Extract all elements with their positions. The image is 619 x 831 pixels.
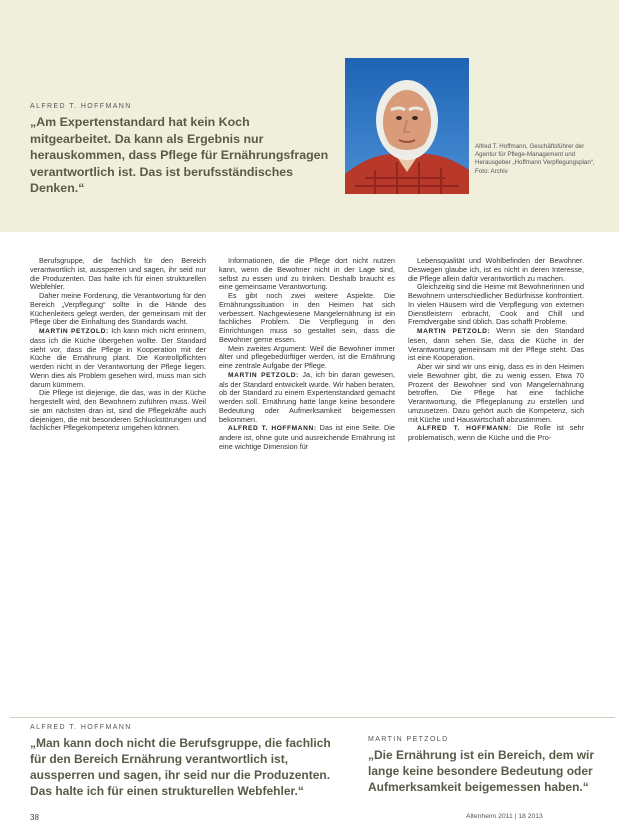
paragraph: Daher meine Forderung, die Verantwortung für den Bereich „Verpflegung“ sollte in die Hände des Küchenleiters gelegt werden, der gemeinsam mit der Pflege über die Einhaltung des Standards wacht. <box>30 291 206 327</box>
text-column-3 <box>408 257 584 443</box>
paragraph: Es gibt noch zwei weitere Aspekte. Die Ernährungssituation in den Heimen hat sich verbessert. Nachgewiesene Mangelernährung ist ein fachliches Problem. Die Verpflegung in den Einrichtungen muss so gestaltet sein, dass die Bewohner gerne essen. <box>219 291 395 344</box>
page-number: 38 <box>30 813 39 822</box>
pull-quote-bottom-left <box>30 724 350 799</box>
portrait-photo <box>345 58 469 194</box>
paragraph: Berufsgruppe, die fachlich für den Bereich verantwortlich ist, aussperren und sagen, ihr seid nur die Produzenten. Das halte ich für einen strukturellen Webfehler. <box>30 256 206 292</box>
pull-quote-text: „Man kann doch nicht die Berufsgruppe, die fachlich für den Bereich Ernährung verantwortlich ist, aussperren und sagen, ihr seid nur die Produzenten. Das halte ich für einen strukturellen Webfehler.“ <box>30 736 331 798</box>
paragraph: Gleichzeitig sind die Heime mit Bewohnerinnen und Bewohnern unterschiedlicher Bedürfnisse konfrontiert. In vielen Häusern wird die Verpflegung von externen Dienstleistern erbracht, Cook and Chill und Fremdvergabe sind üblich. Das schafft Probleme. <box>408 282 584 327</box>
pull-quote-author: ALFRED T. HOFFMANN <box>30 103 132 110</box>
speaker-label: ALFRED T. HOFFMANN: <box>228 425 317 433</box>
paragraph: MARTIN PETZOLD: Ich kann mich nicht erinnern, dass ich die Küche übergehen wollte. Der Standard sieht vor, dass die Pflege in Kooperation mit der Küche die Ernährung plant. Die Kontrollpflichten werden nicht in der Verantwortung der Pflege liegen. Wenn dies als Problem gesehen wird, muss man sich darum kümmern. <box>30 326 206 389</box>
pull-quote-bottom-right <box>368 736 598 795</box>
paragraph: ALFRED T. HOFFMANN: Das ist eine Seite. Die andere ist, ohne gute und ausreichende Ernährung ist eine wichtige Dimension für <box>219 423 395 451</box>
paragraph: Mein zweites Argument: Weil die Bewohner immer älter und pflegebedürftiger werden, ist die Ernährung eine zentrale Aufgabe der Pflege. <box>219 343 395 370</box>
paragraph: Aber wir sind wir uns einig, dass es in den Heimen viele Bewohner gibt, die zu wenig essen. Etwa 70 Prozent der Bewohner sind von Mangelernährung betroffen. Die Pflege hat eine fachliche Verantwortung, die Pflegeplanung zu erstellen und umzusetzen. Dazu gehört auch die Kompetenz, sich mit Küche und Hauswirtschaft abzustimmen. <box>408 362 584 424</box>
paragraph: MARTIN PETZOLD: Ja, ich bin daran gewesen, als der Standard entwickelt wurde. Wir haben beraten, ob der Standard zu einem Expertenstandard gemacht werden soll. Ernährung hatte lange keine besondere Bedeutung oder Aufmerksamkeit beigemessen bekommen. <box>219 369 395 424</box>
paragraph: Informationen, die die Pflege dort nicht nutzen kann, wenn die Bewohner nicht in der Lage sind, selbst zu essen und zu trinken. Deshalb braucht es eine gemeinsame Verantwortung. <box>219 256 395 292</box>
article-body <box>30 257 600 657</box>
speaker-label: ALFRED T. HOFFMANN: <box>417 425 512 433</box>
publication-info: Altenheim 2011 | 18 2013 <box>466 813 543 820</box>
portrait-image <box>345 58 469 194</box>
text-column-1 <box>30 257 206 433</box>
pull-quote-author: MARTIN PETZOLD <box>368 736 449 743</box>
paragraph: MARTIN PETZOLD: Wenn sie den Standard lesen, dann sehen Sie, dass die Küche in der Verantwortung gemeinsam mit der Pflege steht. Das ist eine Kooperation. <box>408 326 584 363</box>
text-column-2 <box>219 257 395 452</box>
speaker-label: MARTIN PETZOLD: <box>39 328 109 335</box>
speaker-label: MARTIN PETZOLD: <box>417 328 491 335</box>
pull-quote-text: „Die Ernährung ist ein Bereich, dem wir lange keine besondere Bedeutung oder Aufmerksamkeit beigemessen haben.“ <box>368 748 595 794</box>
paragraph: Lebensqualität und Wohlbefinden der Bewohner. Deswegen glaube ich, ist es nicht in deren Interesse, die Pflege allein dafür verantwortlich zu machen. <box>408 256 584 283</box>
paragraph: ALFRED T. HOFFMANN: Die Rolle ist sehr problematisch, wenn die Küche und die Pro- <box>408 423 585 442</box>
photo-caption: Alfred T. Hoffmann, Geschäftsführer der Agentur für Pflege-Management und Herausgeber „Hoffmann Verpflegungsplan“, Foto: Archiv <box>475 143 595 175</box>
pull-quote-top <box>30 103 330 197</box>
paragraph: Die Pflege ist diejenige, die das, was in der Küche hergestellt wird, den Bewohnern zuführen muss. Weil sie am nächsten dran ist, sind die Pflegekräfte auch diejenigen, die mit besonderen Schluckstörungen und fachlicher Pflegekompetenz umgehen können. <box>30 388 206 433</box>
divider <box>10 717 615 718</box>
speaker-label: MARTIN PETZOLD: <box>228 371 299 379</box>
pull-quote-author: ALFRED T. HOFFMANN <box>30 724 132 731</box>
pull-quote-text: „Am Expertenstandard hat kein Koch mitgearbeitet. Da kann als Ergebnis nur herauskommen, dass Pflege für Ernährungsfragen verantwortlich ist. Das ist berufsständisches Denken.“ <box>30 115 329 196</box>
